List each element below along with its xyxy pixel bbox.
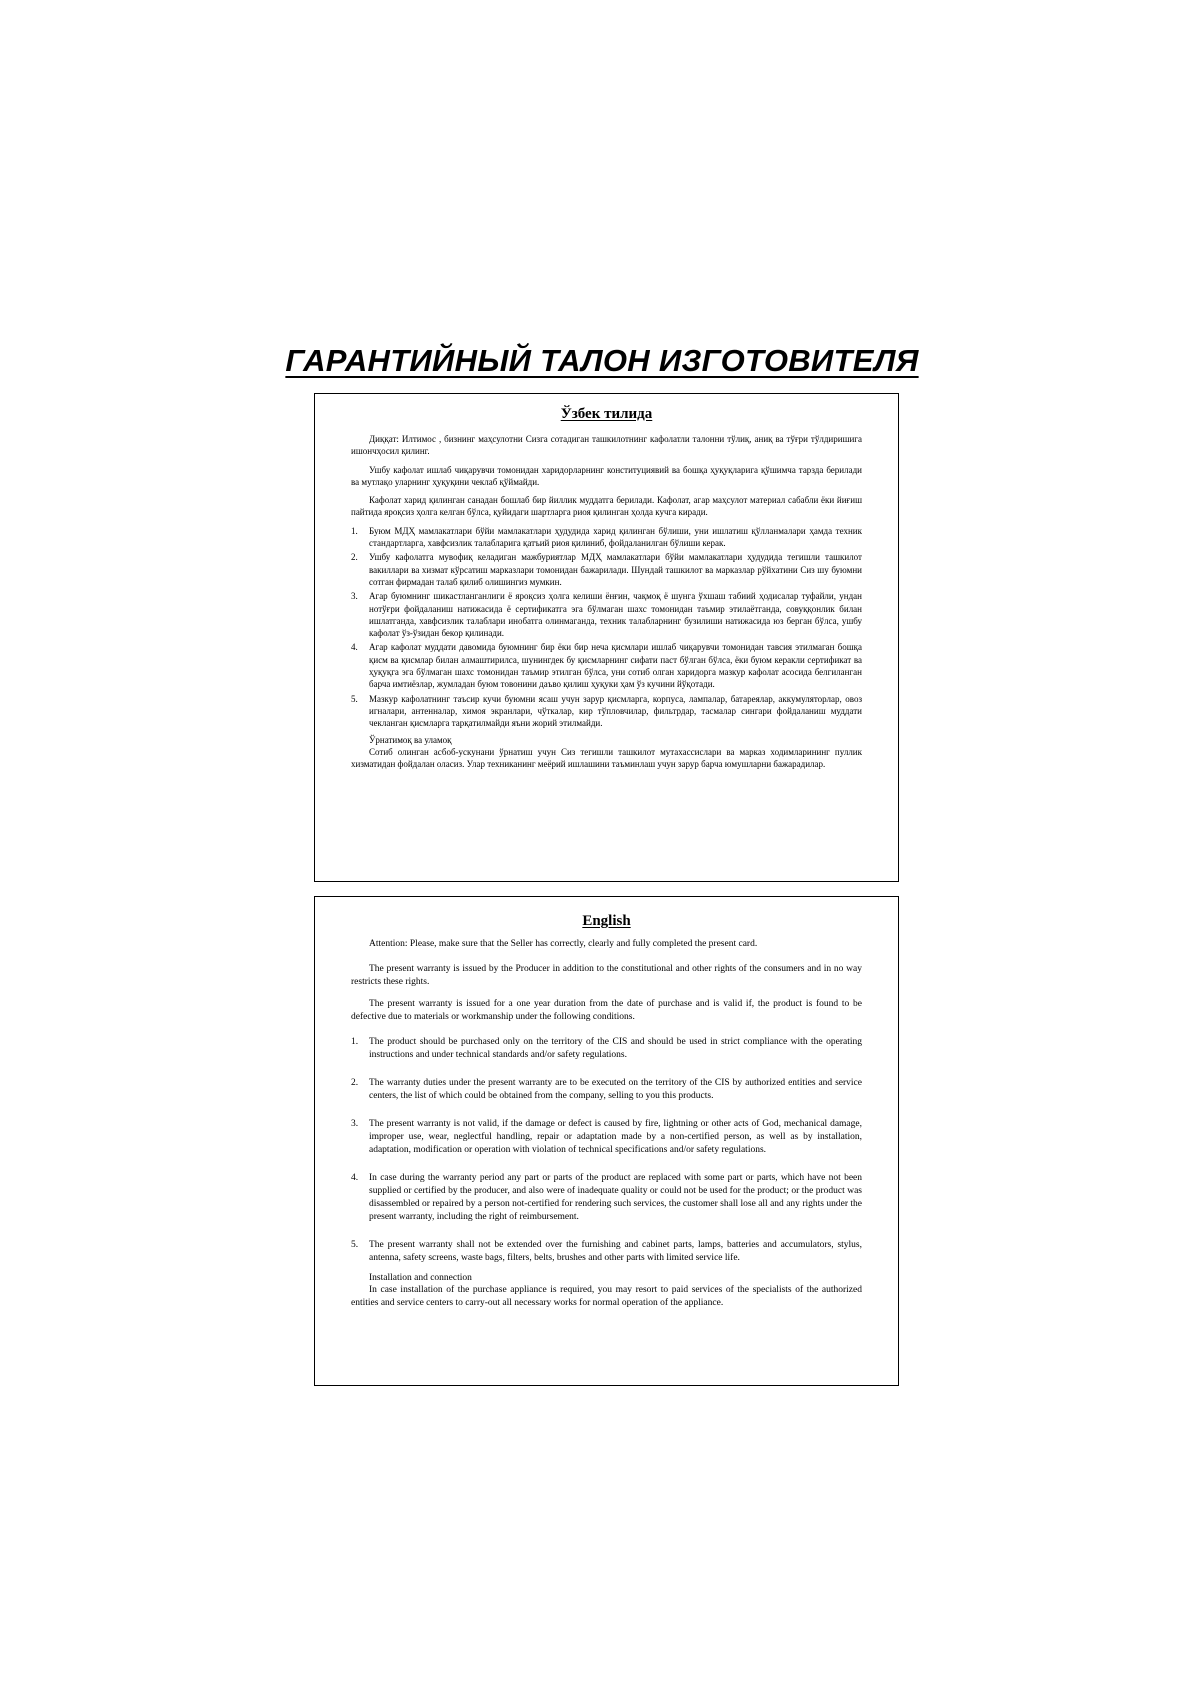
english-section bbox=[314, 896, 899, 1386]
list-item bbox=[351, 1172, 862, 1224]
uzbek-install-heading: Ўрнатимоқ ва уламоқ bbox=[369, 734, 452, 745]
item-text: Буюм МДҲ мамлакатлари бўйи мамлакатлари ҳудудида харид қилинган бўлиши, уни ишлатиш қўлланмалари ҳамда техник стандартларга, хавфсизлик талабларига қатъий риоя қилиниб, фойдаланилган бўлиши керак. bbox=[369, 525, 862, 549]
english-install-heading: Installation and connection bbox=[369, 1273, 472, 1283]
list-item bbox=[351, 590, 862, 639]
item-number: 1. bbox=[351, 1037, 359, 1047]
item-number: 3. bbox=[351, 1119, 359, 1129]
item-number: 5. bbox=[351, 693, 358, 704]
english-install-text: In case installation of the purchase appliance is required, you may resort to paid services of the specialists of the authorized entities and service centers to carry-out all necessary works for normal operation of the appliance. bbox=[351, 1285, 862, 1308]
list-item bbox=[351, 1239, 862, 1265]
item-text: Мазкур кафолатнинг таъсир кучи буюмни ясаш учун зарур қисмларга, корпуса, лампалар, батареялар, аккумуляторлар, овоз игналари, антенналар, химоя экранлари, чўткалар, кир тўпловчилар, фильтрдар, тасмалар сингари фойдаланиш муддати чекланган қисмларга тарқатилмайди яъни жорий этилмайди. bbox=[369, 693, 862, 729]
item-text: Агар кафолат муддати давомида буюмнинг бир ёки бир неча қисмлари ишлаб чиқарувчи томонидан тавсия этилмаган бошқа қисм ва қисмлар билан алмаштирилса, шунингдек бу қисмларнинг сифати паст бўлган бўлса, ёки буюм керакли сертификат ва ҳуқуқга эга бўлмаган шахс томонидан таъмир этилган бўлса, уни сотиб олган харидорга мазкур кафолат асосида белгиланган барча имтиёзлар, жумладан буюм товонини даъво қилиш ҳуқуки ҳам ўз кучини йўқотади. bbox=[369, 642, 862, 690]
english-paragraph: The present warranty is issued for a one year duration from the date of purchase and is valid if, the product is found to be defective due to materials or workmanship under the following conditions. bbox=[351, 999, 862, 1022]
item-text: The product should be purchased only on the territory of the CIS and should be used in strict compliance with the operating instructions and under technical standards and/or safety regulations. bbox=[369, 1037, 862, 1060]
item-number: 4. bbox=[351, 642, 358, 653]
list-item bbox=[351, 525, 862, 550]
uzbek-heading: Ўзбек тилида bbox=[560, 406, 653, 422]
item-text: Агар буюмнинг шикастланганлиги ё яроқсиз ҳолга келиши ёнғин, чақмоқ ё шунга ўхшаш табиий ҳодисалар туфайли, ундан нотўғри фойдаланиш натижасида ё сертификатга эга бўлмаган шахс томонидан таъмир этилаётганда, совуққонлик билан ишлатганда, хавфсизлик талаблари инобатга олинмаганда, техник талабларнинг бузилиши натижасида юз берган бўлса, ушбу кафолат ўз-ўзидан бекор қилинади. bbox=[369, 591, 862, 639]
uzbek-section bbox=[314, 393, 899, 882]
item-number: 5. bbox=[351, 1240, 359, 1250]
item-number: 2. bbox=[351, 1078, 359, 1088]
item-number: 2. bbox=[351, 552, 358, 563]
english-paragraph: Attention: Please, make sure that the Seller has correctly, clearly and fully completed the present card. bbox=[369, 939, 758, 949]
item-text: The present warranty shall not be extended over the furnishing and cabinet parts, lamps, batteries and accumulators, stylus, antenna, safety screens, waste bags, filters, belts, brushes and other parts with limited service life. bbox=[369, 1240, 862, 1263]
item-text: Ушбу кафолатга мувофиқ келадиган мажбуриятлар МДҲ мамлакатлари бўйи мамлакатлари ҳудудида тегишли ташкилот вакиллари ва хизмат кўрсатиш марказлари томонидан бажарилади. Шундай ташкилот ва марказлар рўйхатини Сиз шу буюмни сотган фирмадан талаб қилиб олишингиз мумкин. bbox=[369, 552, 862, 587]
uzbek-paragraph: Кафолат харид қилинган санадан бошлаб бир йиллик муддатга берилади. Кафолат, агар маҳсулот материал сабабли ёки йиғиш пайтида яроқсиз ҳолга келган бўлса, қуйидаги шартларга риоя қилинган ҳолда кучга киради. bbox=[351, 495, 862, 518]
list-item bbox=[351, 693, 862, 730]
english-paragraph: The present warranty is issued by the Producer in addition to the constitutional and other rights of the consumers and in no way restricts these rights. bbox=[351, 964, 862, 987]
item-number: 4. bbox=[351, 1173, 359, 1183]
item-text: The warranty duties under the present warranty are to be executed on the territory of the CIS by authorized entities and service centers, the list of which could be obtained from the company, selling to you this products. bbox=[369, 1078, 862, 1101]
item-text: In case during the warranty period any part or parts of the product are replaced with some part or parts, which have not been supplied or certified by the producer, and also were of inadequate quality or could not be used for the product; or the product was disassembled or repaired by a person not-certified for rendering such services, the customer shall lose all and any rights under the present warranty, including the right of reimbursement. bbox=[369, 1173, 862, 1222]
uzbek-paragraph: Диққат: Илтимос , бизнинг маҳсулотни Сизга сотадиган ташкилотнинг кафолатли талонни тўлиқ, аниқ ва тўғри тўлдиришига ишончҳосил қилинг. bbox=[351, 434, 862, 457]
page-title: ГАРАНТИЙНЫЙ ТАЛОН ИЗГОТОВИТЕЛЯ bbox=[285, 343, 919, 378]
item-text: The present warranty is not valid, if the damage or defect is caused by fire, lightning or other acts of God, mechanical damage, improper use, wear, neglectful handling, repair or adaptation made by a non-certified person, as well as by installation, adaptation, modification or operation with violation of technical specifications and/or safety regulations. bbox=[369, 1119, 862, 1155]
item-number: 1. bbox=[351, 525, 358, 536]
english-conditions-list bbox=[351, 1036, 862, 1265]
list-item bbox=[351, 1077, 862, 1103]
list-item bbox=[351, 1036, 862, 1062]
uzbek-install-text: Сотиб олинган асбоб-ускунани ўрнатиш учун Сиз тегишли ташкилот мутахассислари ва марказ ходимларининг пуллик хизматидан фойдалан оласиз. Улар техниканинг меёрий ишлашини таъминлаш учун зарур барча юмушларни бажарадилар. bbox=[351, 746, 862, 770]
list-item bbox=[351, 551, 862, 588]
list-item bbox=[351, 1118, 862, 1157]
list-item bbox=[351, 641, 862, 690]
english-heading: English bbox=[582, 913, 631, 929]
item-number: 3. bbox=[351, 591, 358, 602]
uzbek-conditions-list bbox=[351, 525, 862, 730]
uzbek-paragraph: Ушбу кафолат ишлаб чиқарувчи томонидан харидорларнинг конституциявий ва бошқа ҳуқуқларига қўшимча тарзда берилади ва мутлақо уларнинг ҳуқуқини чеклаб қўймайди. bbox=[351, 464, 862, 487]
